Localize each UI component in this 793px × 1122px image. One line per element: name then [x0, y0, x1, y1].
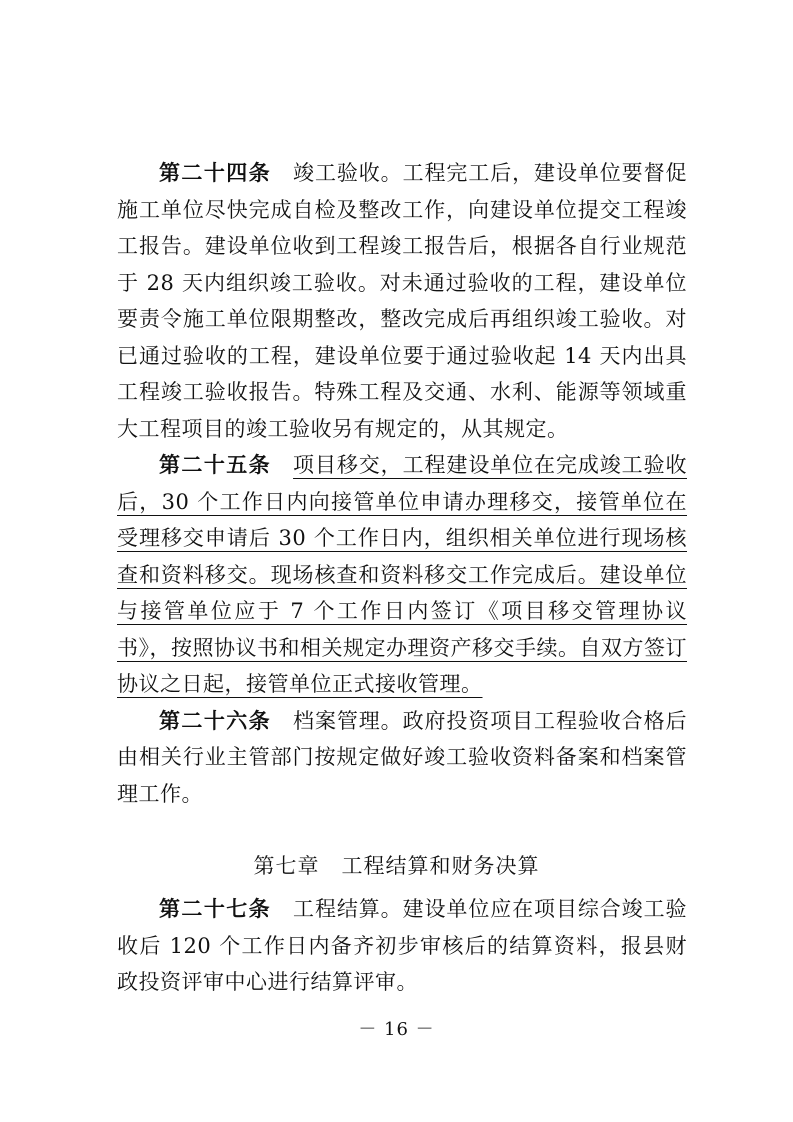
chapter-number: 第七章 — [253, 854, 320, 878]
article-26-text: 档案管理。政府投资项目工程验收合格后由相关行业主管部门按规定做好竣工验收资料备案和档案管理工作。 — [117, 708, 687, 806]
article-24-number: 第二十四条 — [159, 161, 272, 185]
article-25-text: 项目移交，工程建设单位在完成竣工验收后，30 个工作日内向接管单位申请办理移交，接管单位在受理移交申请后 30 个工作日内，组织相关单位进行现场核查和资料移交。现场核查和资料移交工作完成后。建设单位与接管单位应于 7 个工作日内签订《项目移交管理协议书》，按照协议书和相关规定办理资产移交手续。自双方签订协议之日起，接管单位正式接收管理。 — [117, 453, 687, 696]
article-24-text: 竣工验收。工程完工后，建设单位要督促施工单位尽快完成自检及整改工作，向建设单位提交工程竣工报告。建设单位收到工程竣工报告后，根据各自行业规范于 28 天内组织竣工验收。对未通过验收的工程，建设单位要责令施工单位限期整改，整改完成后再组织竣工验收。对已通过验收的工程，建设单位要于通过验收起 14 天内出具工程竣工验收报告。特殊工程及交通、水利、能源等领域重大工程项目的竣工验收另有规定的，从其规定。 — [117, 161, 687, 441]
article-27 — [117, 891, 687, 1001]
article-25-number: 第二十五条 — [159, 453, 272, 477]
articles-block-upper — [117, 155, 687, 812]
article-27-number: 第二十七条 — [159, 897, 272, 921]
article-24 — [117, 155, 687, 447]
article-25 — [117, 447, 687, 703]
article-26 — [117, 703, 687, 813]
articles-block-lower — [117, 891, 687, 1001]
chapter-title: 工程结算和财务决算 — [341, 854, 540, 878]
article-27-text: 工程结算。建设单位应在项目综合竣工验收后 120 个工作日内备齐初步审核后的结算资料，报县财政投资评审中心进行结算评审。 — [117, 897, 687, 994]
page-number: － 16 － — [358, 1019, 435, 1040]
chapter-heading — [0, 850, 793, 880]
article-26-number: 第二十六条 — [159, 708, 272, 733]
